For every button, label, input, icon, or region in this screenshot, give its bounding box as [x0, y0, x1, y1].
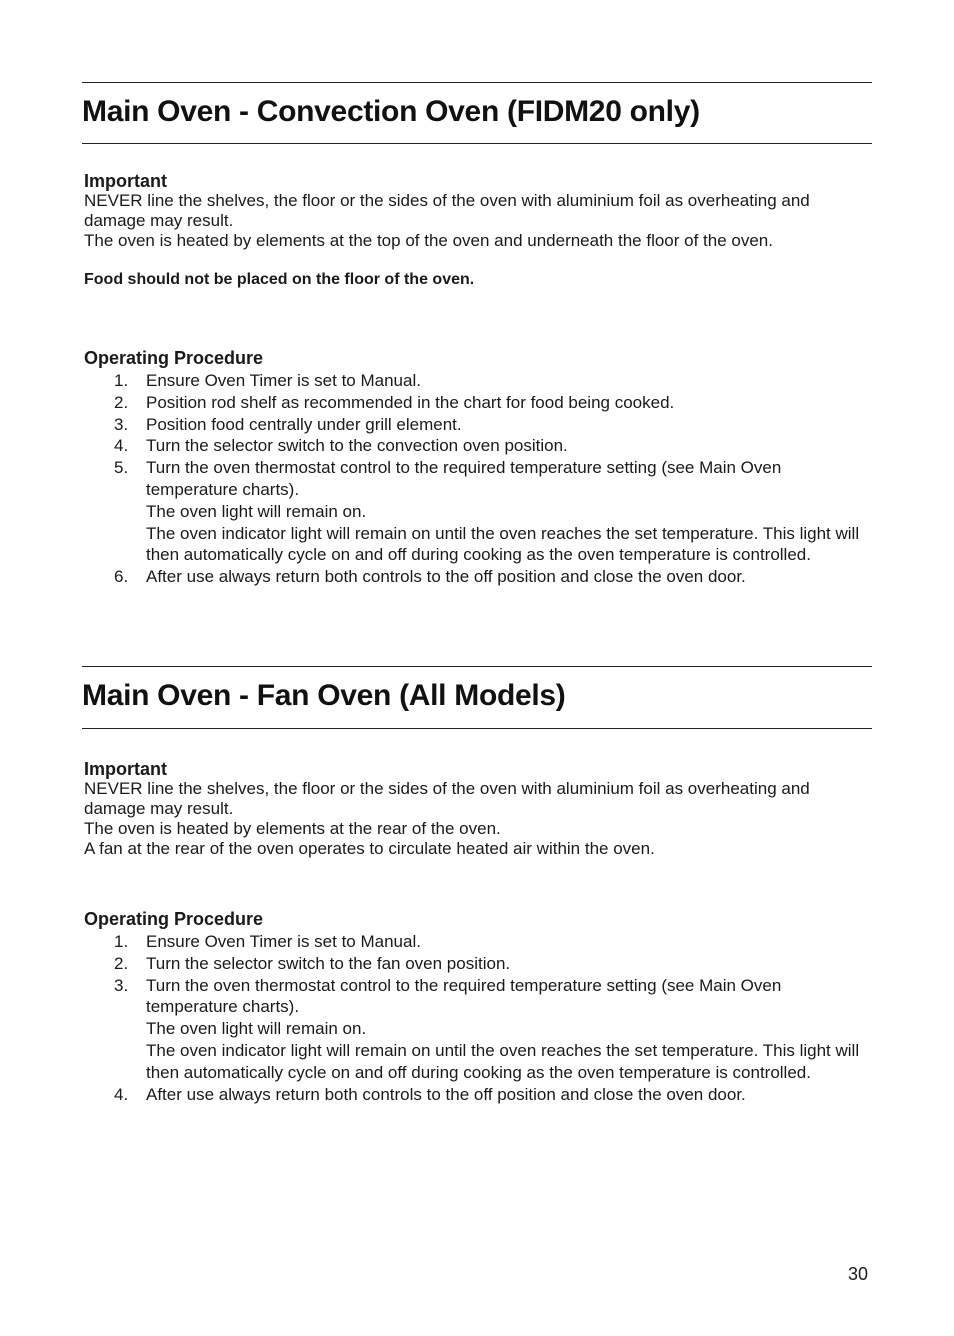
list-item [84, 414, 874, 436]
section2-important-text-2: The oven is heated by elements at the rear of the oven. [84, 819, 501, 838]
step-text: Turn the selector switch to the convection oven position. [146, 436, 568, 456]
step-number: 3. [114, 414, 129, 434]
step-number: 2. [114, 953, 129, 973]
list-item [84, 931, 874, 953]
step-number: 5. [114, 458, 129, 478]
section1-floor-warning: Food should not be placed on the floor of the oven. [84, 271, 475, 288]
step-text: The oven light will remain on. [146, 501, 367, 521]
list-item [84, 457, 874, 566]
step-number: 2. [114, 392, 129, 412]
step-text: The oven light will remain on. [146, 1019, 367, 1039]
step-text: Turn the oven thermostat control to the required temperature setting (see Main Oven temperature charts). [146, 975, 782, 1017]
step-text: Ensure Oven Timer is set to Manual. [146, 371, 421, 390]
section1-procedure-label: Operating Procedure [84, 348, 264, 368]
step-text: After use always return both controls to the off position and close the oven door. [146, 567, 746, 587]
section1-important-label: Important [84, 171, 167, 191]
list-item [84, 566, 874, 588]
list-item [84, 435, 874, 457]
section2-top-rule [82, 666, 872, 667]
section1-title: Main Oven - Convection Oven (FIDM20 only) [82, 95, 700, 128]
section2-procedure-label: Operating Procedure [84, 909, 264, 929]
step-number: 1. [114, 371, 129, 390]
section2-important-label: Important [84, 759, 167, 779]
step-number: 3. [114, 975, 129, 995]
step-text: After use always return both controls to the off position and close the oven door. [146, 1084, 746, 1104]
list-item [84, 392, 874, 414]
section2-important-text-1: NEVER line the shelves, the floor or the sides of the oven with aluminium foil as overheating and damage may result. [84, 779, 810, 818]
step-number: 4. [114, 436, 129, 456]
step-number: 6. [114, 567, 129, 587]
section1-steps-list [84, 370, 874, 588]
section1-procedure [84, 347, 874, 588]
step-number: 1. [114, 932, 129, 951]
section1-important [84, 171, 874, 251]
step-text: Position rod shelf as recommended in the chart for food being cooked. [146, 392, 675, 412]
section2-bottom-rule [82, 728, 872, 729]
section2-important-text-3: A fan at the rear of the oven operates to circulate heated air within the oven. [84, 839, 655, 858]
list-item [84, 953, 874, 975]
list-item [84, 370, 874, 392]
section1-important-text-2: The oven is heated by elements at the top of the oven and underneath the floor of the oven. [84, 231, 773, 250]
section1-bottom-rule [82, 143, 872, 144]
section1-important-text-1: NEVER line the shelves, the floor or the sides of the oven with aluminium foil as overheating and damage may result. [84, 191, 810, 230]
list-item [84, 975, 874, 1084]
step-text: Position food centrally under grill element. [146, 414, 462, 434]
section2-important [84, 759, 874, 859]
list-item [84, 1084, 874, 1106]
step-text: Turn the selector switch to the fan oven position. [146, 953, 511, 973]
section2-steps-list [84, 931, 874, 1105]
page-number: 30 [848, 1264, 869, 1284]
step-text: Ensure Oven Timer is set to Manual. [146, 932, 421, 951]
step-text: The oven indicator light will remain on until the oven reaches the set temperature. This light will then automatically cycle on and off during cooking as the oven temperature is controlled. [146, 1040, 860, 1082]
section2-title: Main Oven - Fan Oven (All Models) [82, 679, 566, 712]
section2-procedure [84, 908, 874, 1105]
step-text: The oven indicator light will remain on until the oven reaches the set temperature. This light will then automatically cycle on and off during cooking as the oven temperature is controlled. [146, 523, 860, 565]
step-text: Turn the oven thermostat control to the required temperature setting (see Main Oven temperature charts). [146, 458, 782, 499]
section1-top-rule [82, 82, 872, 83]
step-number: 4. [114, 1084, 129, 1104]
